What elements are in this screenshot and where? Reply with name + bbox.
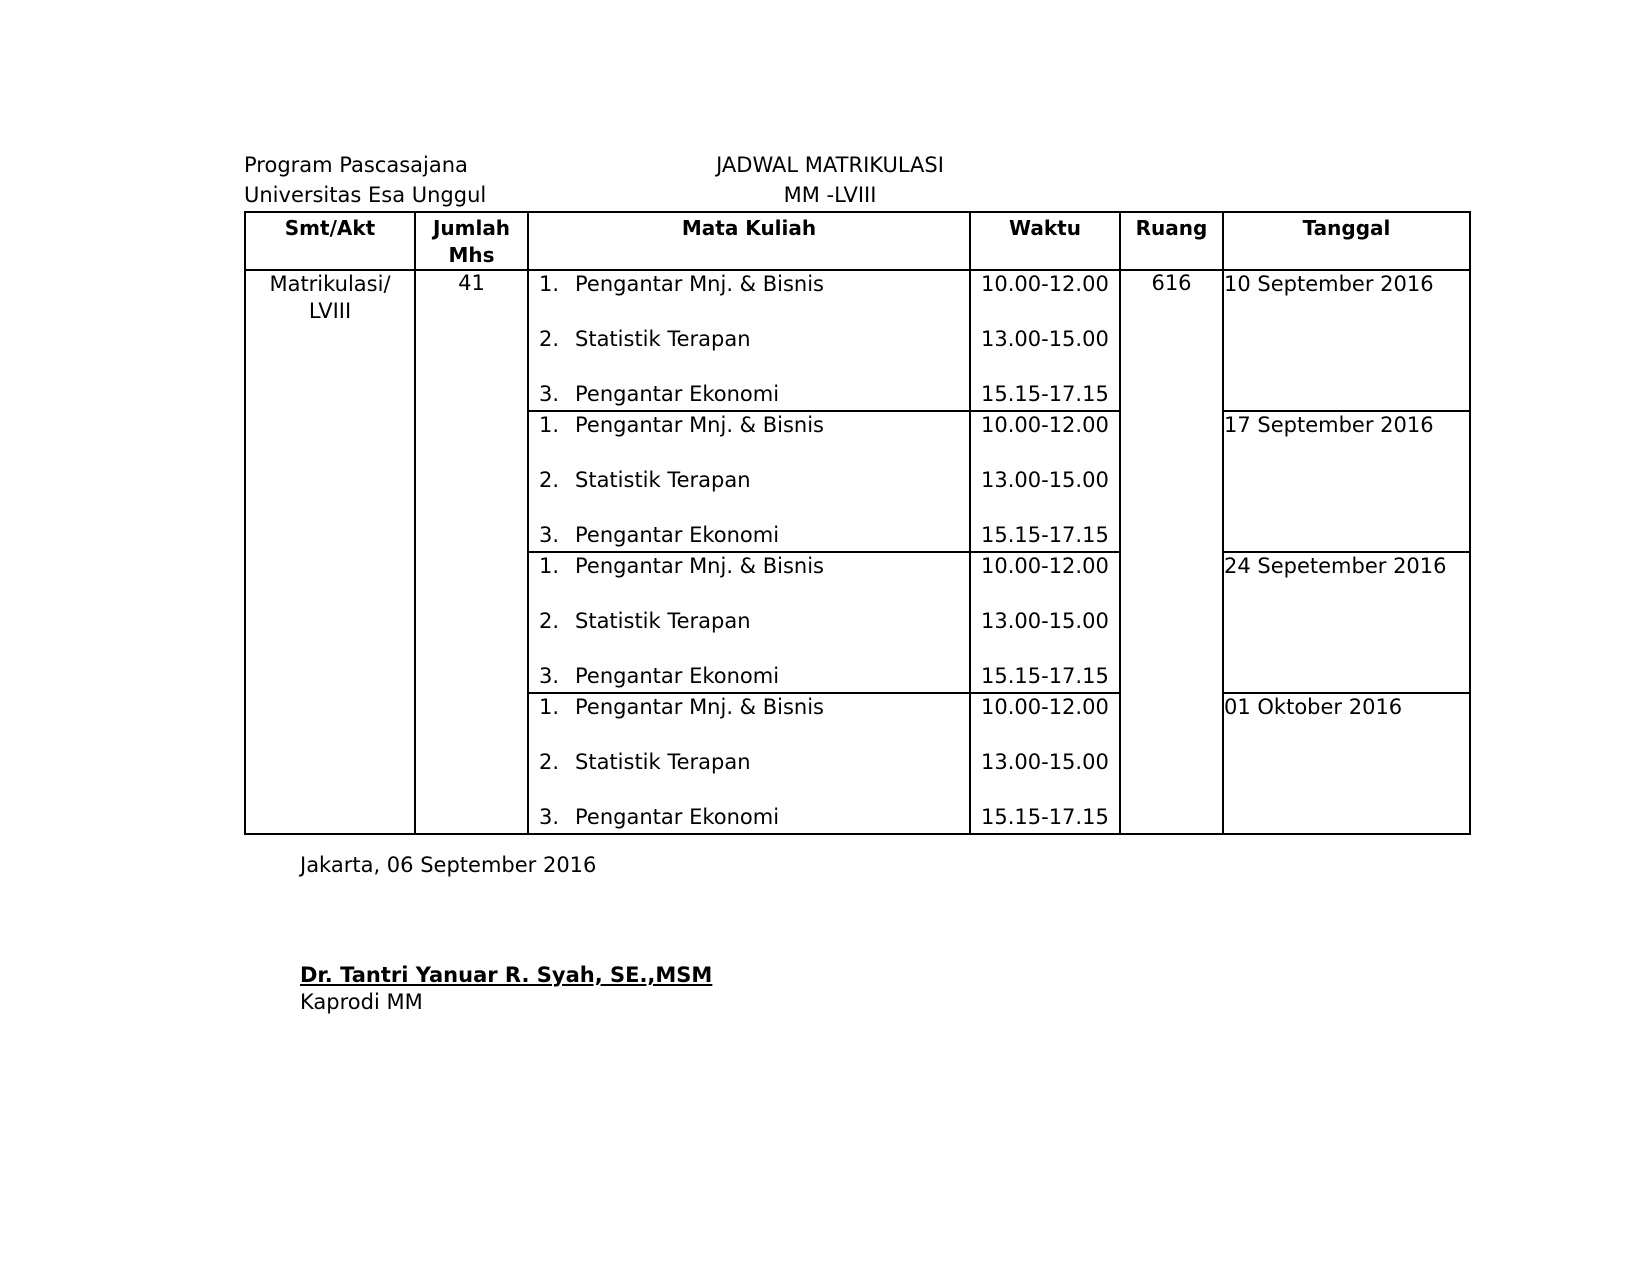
institution-line-1: Program Pascasajana xyxy=(244,153,468,177)
column-header-mata-kuliah: Mata Kuliah xyxy=(528,212,970,270)
course-item xyxy=(529,553,969,608)
course-time: 13.00-15.00 xyxy=(981,750,1109,774)
course-name: Statistik Terapan xyxy=(575,609,751,633)
course-time: 15.15-17.15 xyxy=(981,664,1109,688)
course-list xyxy=(529,553,969,691)
course-time: 13.00-15.00 xyxy=(981,609,1109,633)
course-name: Statistik Terapan xyxy=(575,750,751,774)
signatory-role: Kaprodi MM xyxy=(300,990,423,1014)
course-item xyxy=(529,663,969,691)
jumlah-mhs-cell: 41 xyxy=(415,270,528,834)
course-name: Pengantar Mnj. & Bisnis xyxy=(575,554,824,578)
waktu-cell xyxy=(970,552,1120,693)
course-number: 3. xyxy=(539,805,560,829)
course-number: 2. xyxy=(539,609,560,633)
document-title-block xyxy=(640,150,1020,210)
course-item xyxy=(529,467,969,522)
course-item xyxy=(529,608,969,663)
course-name: Pengantar Mnj. & Bisnis xyxy=(575,413,824,437)
course-item xyxy=(529,804,969,832)
mata-kuliah-cell xyxy=(528,270,970,411)
institution-block xyxy=(244,150,486,210)
mata-kuliah-cell xyxy=(528,552,970,693)
waktu-cell xyxy=(970,411,1120,552)
document-title: JADWAL MATRIKULASI xyxy=(716,153,944,177)
course-item xyxy=(529,522,969,550)
course-time: 10.00-12.00 xyxy=(981,272,1109,296)
column-header-tanggal: Tanggal xyxy=(1223,212,1470,270)
course-time: 10.00-12.00 xyxy=(981,554,1109,578)
schedule-table xyxy=(244,211,1471,835)
course-name: Pengantar Mnj. & Bisnis xyxy=(575,272,824,296)
course-number: 1. xyxy=(539,413,560,437)
document-subtitle: MM -LVIII xyxy=(783,183,877,207)
course-name: Pengantar Mnj. & Bisnis xyxy=(575,695,824,719)
institution-line-2: Universitas Esa Unggul xyxy=(244,183,487,207)
course-number: 1. xyxy=(539,272,560,296)
course-number: 3. xyxy=(539,523,560,547)
mata-kuliah-cell xyxy=(528,411,970,552)
tanggal-cell: 17 September 2016 xyxy=(1223,411,1470,552)
course-time: 13.00-15.00 xyxy=(981,468,1109,492)
course-name: Pengantar Ekonomi xyxy=(575,805,780,829)
course-item xyxy=(529,412,969,467)
column-header-smt-akt: Smt/Akt xyxy=(245,212,415,270)
course-name: Statistik Terapan xyxy=(575,468,751,492)
course-list xyxy=(529,694,969,832)
tanggal-cell: 24 Sepetember 2016 xyxy=(1223,552,1470,693)
course-item xyxy=(529,326,969,381)
course-time: 13.00-15.00 xyxy=(981,327,1109,351)
table-header-row xyxy=(245,212,1470,270)
waktu-cell xyxy=(970,693,1120,834)
table-row xyxy=(245,270,1470,411)
mata-kuliah-cell xyxy=(528,693,970,834)
course-list xyxy=(529,412,969,550)
course-name: Pengantar Ekonomi xyxy=(575,523,780,547)
signatory-name: Dr. Tantri Yanuar R. Syah, SE.,MSM xyxy=(300,963,713,987)
course-item xyxy=(529,694,969,749)
place-date: Jakarta, 06 September 2016 xyxy=(300,853,597,877)
tanggal-cell: 10 September 2016 xyxy=(1223,270,1470,411)
course-item xyxy=(529,749,969,804)
column-header-jumlah-mhs: Jumlah Mhs xyxy=(415,212,528,270)
course-number: 1. xyxy=(539,554,560,578)
course-number: 1. xyxy=(539,695,560,719)
course-name: Pengantar Ekonomi xyxy=(575,382,780,406)
course-number: 2. xyxy=(539,327,560,351)
tanggal-cell: 01 Oktober 2016 xyxy=(1223,693,1470,834)
course-number: 2. xyxy=(539,750,560,774)
course-time: 15.15-17.15 xyxy=(981,523,1109,547)
smt-akt-line-2: LVIII xyxy=(308,299,352,323)
course-item xyxy=(529,271,969,326)
course-number: 3. xyxy=(539,382,560,406)
course-item xyxy=(529,381,969,409)
waktu-cell xyxy=(970,270,1120,411)
column-header-ruang: Ruang xyxy=(1120,212,1223,270)
course-time: 15.15-17.15 xyxy=(981,805,1109,829)
ruang-cell: 616 xyxy=(1120,270,1223,834)
course-number: 3. xyxy=(539,664,560,688)
course-number: 2. xyxy=(539,468,560,492)
column-header-waktu: Waktu xyxy=(970,212,1120,270)
course-time: 10.00-12.00 xyxy=(981,413,1109,437)
smt-akt-line-1: Matrikulasi/ xyxy=(269,272,391,296)
course-name: Statistik Terapan xyxy=(575,327,751,351)
smt-akt-cell xyxy=(245,270,415,834)
course-list xyxy=(529,271,969,409)
course-time: 15.15-17.15 xyxy=(981,382,1109,406)
course-time: 10.00-12.00 xyxy=(981,695,1109,719)
course-name: Pengantar Ekonomi xyxy=(575,664,780,688)
